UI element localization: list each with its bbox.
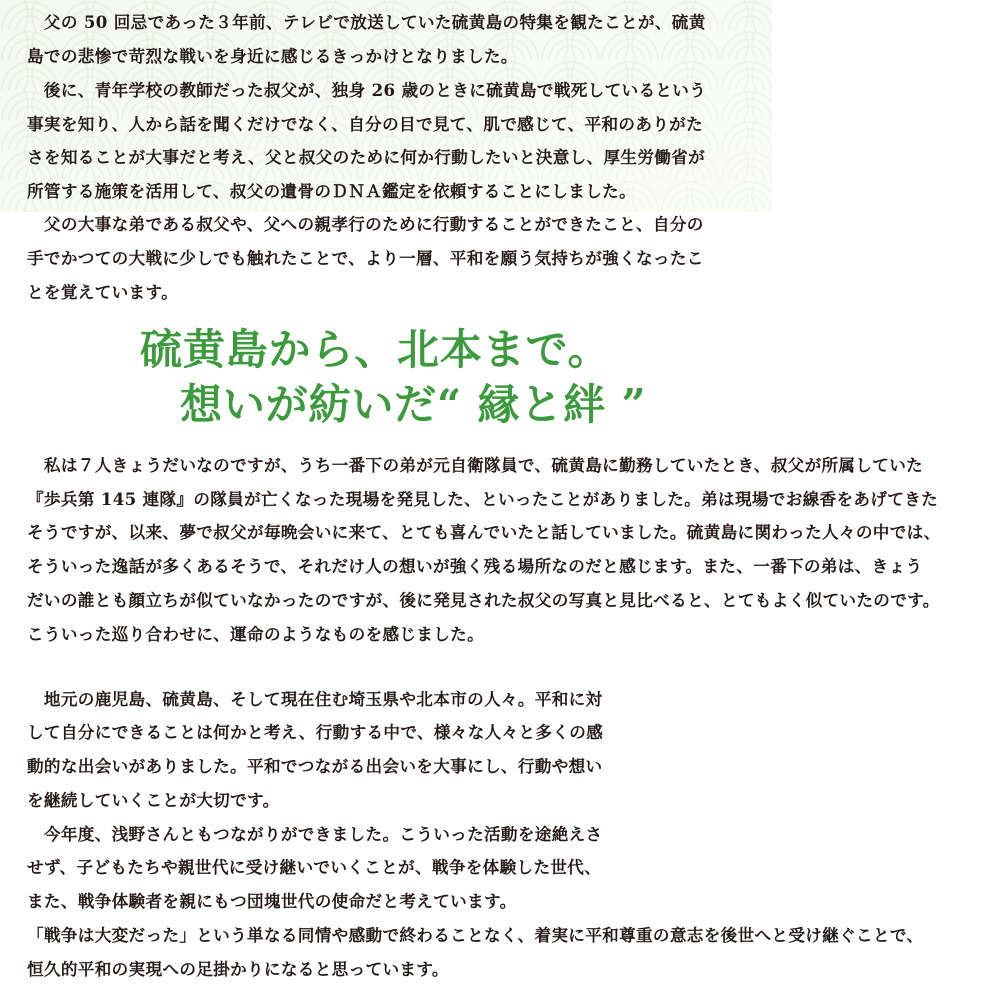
paragraph-line: 所管する施策を活用して、叔父の遺骨のＤＮＡ鑑定を依頼することにしました。 bbox=[27, 181, 636, 201]
paragraph-line: 今年度、浅野さんともつながりができました。こういった活動を途絶えさ bbox=[27, 824, 603, 844]
paragraph-line: だいの誰とも顔立ちが似ていなかったのですが、後に発見された叔父の写真と見比べると、とてもよく似ていたのです。 bbox=[27, 590, 940, 610]
paragraph-line: 事実を知り、人から話を聞くだけでなく、自分の目で見て、肌で感じて、平和のありがた bbox=[27, 114, 704, 134]
paragraph-line: 動的な出会いがありました。平和でつながる出会いを大事にし、行動や想い bbox=[27, 756, 603, 776]
headline-line-2: 想いが紡いだ“ 縁と絆 ” bbox=[180, 380, 647, 429]
paragraph-line: こういった巡り合わせに、運命のようなものを感じました。 bbox=[27, 624, 484, 644]
paragraph-line: そういった逸話が多くあるそうで、それだけ人の想いが強く残る場所なのだと感じます。また、一番下の弟は、きょう bbox=[27, 556, 923, 576]
paragraph-line: 『歩兵第 145 連隊』の隊員が亡くなった現場を発見した、といったことがありました。弟は現場でお線香をあげてきた bbox=[27, 489, 939, 509]
paragraph-line: そうですが、以来、夢で叔父が毎晩会いに来て、とても喜んでいたと話していました。硫黄島に関わった人々の中では、 bbox=[27, 522, 941, 542]
paragraph-line: 地元の鹿児島、硫黄島、そして現在住む埼玉県や北本市の人々。平和に対 bbox=[27, 689, 603, 709]
paragraph-line: 後に、青年学校の教師だった叔父が、独身 26 歳のときに硫黄島で戦死しているという bbox=[27, 80, 707, 100]
paragraph-line: 父の 50 回忌であった３年前、テレビで放送していた硫黄島の特集を観たことが、硫黄 bbox=[27, 12, 706, 32]
headline-line-1: 硫黄島から、北本まで。 bbox=[140, 325, 611, 374]
paragraph-line: せず、子どもたちや親世代に受け継いでいくことが、戦争を体験した世代、 bbox=[27, 857, 602, 877]
paragraph-line: 父の大事な弟である叔父や、父への親孝行のために行動することができたこと、自分の bbox=[27, 214, 704, 234]
paragraph-line: また、戦争体験者を親にもつ団塊世代の使命だと考えています。 bbox=[27, 891, 517, 911]
paragraph-line: して自分にできることは何かと考え、行動する中で、様々な人々と多くの感 bbox=[27, 722, 604, 742]
paragraph-line: 恒久的平和の実現への足掛かりになると思っています。 bbox=[27, 959, 449, 979]
paragraph-line: 島での悲惨で苛烈な戦いを身近に感じるきっかけとなりました。 bbox=[27, 46, 518, 66]
paragraph-line: 「戦争は大変だった」という単なる同情や感動で終わることなく、着実に平和尊重の意志を後世へと受け継ぐことで、 bbox=[27, 925, 924, 945]
paragraph-line: とを覚えています。 bbox=[27, 282, 179, 302]
paragraph-line: 手でかつての大戦に少しでも触れたことで、より一層、平和を願う気持ちが強くなったこ bbox=[27, 248, 704, 268]
paragraph-line: を継続していくことが大切です。 bbox=[27, 790, 280, 810]
paragraph-line: 私は７人きょうだいなのですが、うち一番下の弟が元自衛隊員で、硫黄島に勤務していたとき、叔父が所属していた bbox=[27, 455, 924, 475]
paragraph-line: さを知ることが大事だと考え、父と叔父のために何か行動したいと決意し、厚生労働省が bbox=[27, 147, 706, 167]
